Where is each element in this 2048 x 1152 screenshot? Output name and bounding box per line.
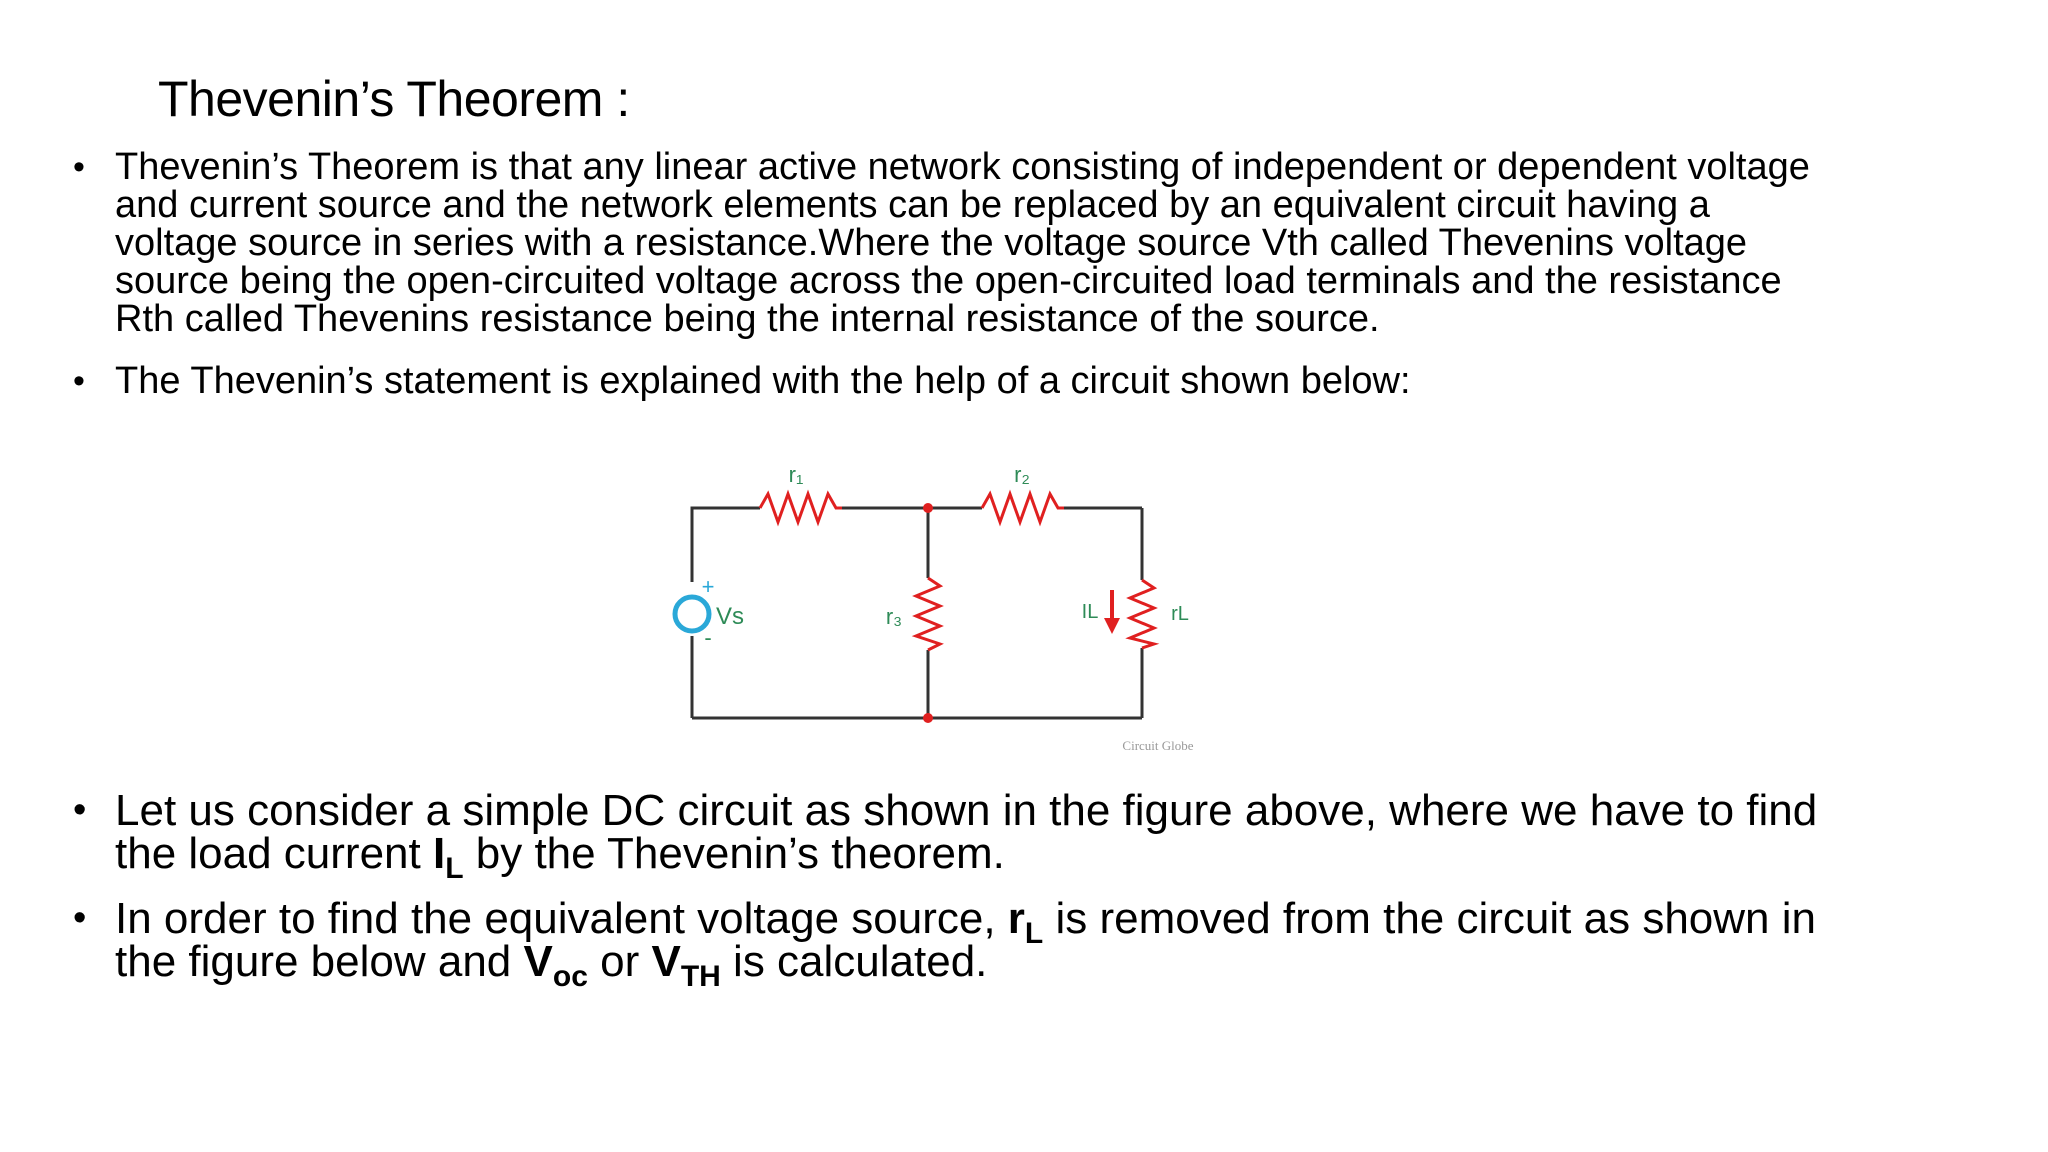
bullet-symbol: • <box>73 362 85 400</box>
circuit-wires <box>692 508 1142 718</box>
bullet-1-line-5: Rth called Thevenins resistance being the internal resistance of the source. <box>115 298 1380 340</box>
bullet-4-text <box>115 894 1816 993</box>
bullet-3-text <box>115 786 1818 885</box>
symbol-Voc: V <box>523 937 553 986</box>
slide-title: Thevenin’s Theorem : <box>158 71 630 127</box>
bullet-1-line-2: and current source and the network elements can be replaced by an equivalent circuit having a <box>115 184 1710 226</box>
bullet-symbol: • <box>73 789 87 831</box>
bullet-1-text <box>115 148 1810 338</box>
resistor-rL <box>1130 580 1154 648</box>
symbol-VTH: V <box>651 937 681 986</box>
bullet-1-line-1: Thevenin’s Theorem is that any linear active network consisting of independent or dependent voltage <box>115 146 1810 188</box>
bullet-4-line-2: the figure below and $V_{oc}$ or $V_{TH}$ is calculated. <box>115 937 988 993</box>
bullet-3-line-2: the load current $I_L$ by the Thevenin’s theorem. <box>115 829 1005 885</box>
label-Vs: Vs <box>715 603 745 630</box>
circuit-diagram <box>660 440 1220 760</box>
resistor-r2 <box>982 494 1064 522</box>
bullet-4-line-1: In order to find the equivalent voltage source, $r_L$ is removed from the circuit as shown in <box>115 894 1816 950</box>
symbol-IL: I <box>432 829 446 878</box>
bullet-3-line-1: Let us consider a simple DC circuit as shown in the figure above, where we have to find <box>115 786 1818 835</box>
resistor-r1 <box>760 494 842 522</box>
label-minus: - <box>704 625 712 650</box>
symbol-rL: r <box>1007 894 1025 943</box>
label-rL: rL <box>1171 603 1189 625</box>
bullet-symbol: • <box>73 148 85 186</box>
label-r2: r₂ <box>1014 462 1030 487</box>
bullet-2-line-1: The Thevenin’s statement is explained with the help of a circuit shown below: <box>115 360 1411 402</box>
label-r3: r₃ <box>885 604 903 629</box>
bullet-symbol: • <box>73 897 87 939</box>
bullet-1-line-4: source being the open-circuited voltage across the open-circuited load terminals and the resistance <box>115 260 1782 302</box>
current-arrowhead <box>1104 618 1120 634</box>
label-IL: IL <box>1081 601 1099 623</box>
watermark: Circuit Globe <box>1122 738 1194 753</box>
node-top <box>923 503 933 513</box>
resistor-r3 <box>916 578 940 650</box>
bullet-1-line-3: voltage source in series with a resistance.Where the voltage source Vth called Thevenins voltage <box>115 222 1748 264</box>
bullet-2-text <box>115 362 1411 400</box>
node-bottom <box>923 713 933 723</box>
label-r1: r₁ <box>788 462 804 487</box>
label-plus: + <box>701 574 715 599</box>
